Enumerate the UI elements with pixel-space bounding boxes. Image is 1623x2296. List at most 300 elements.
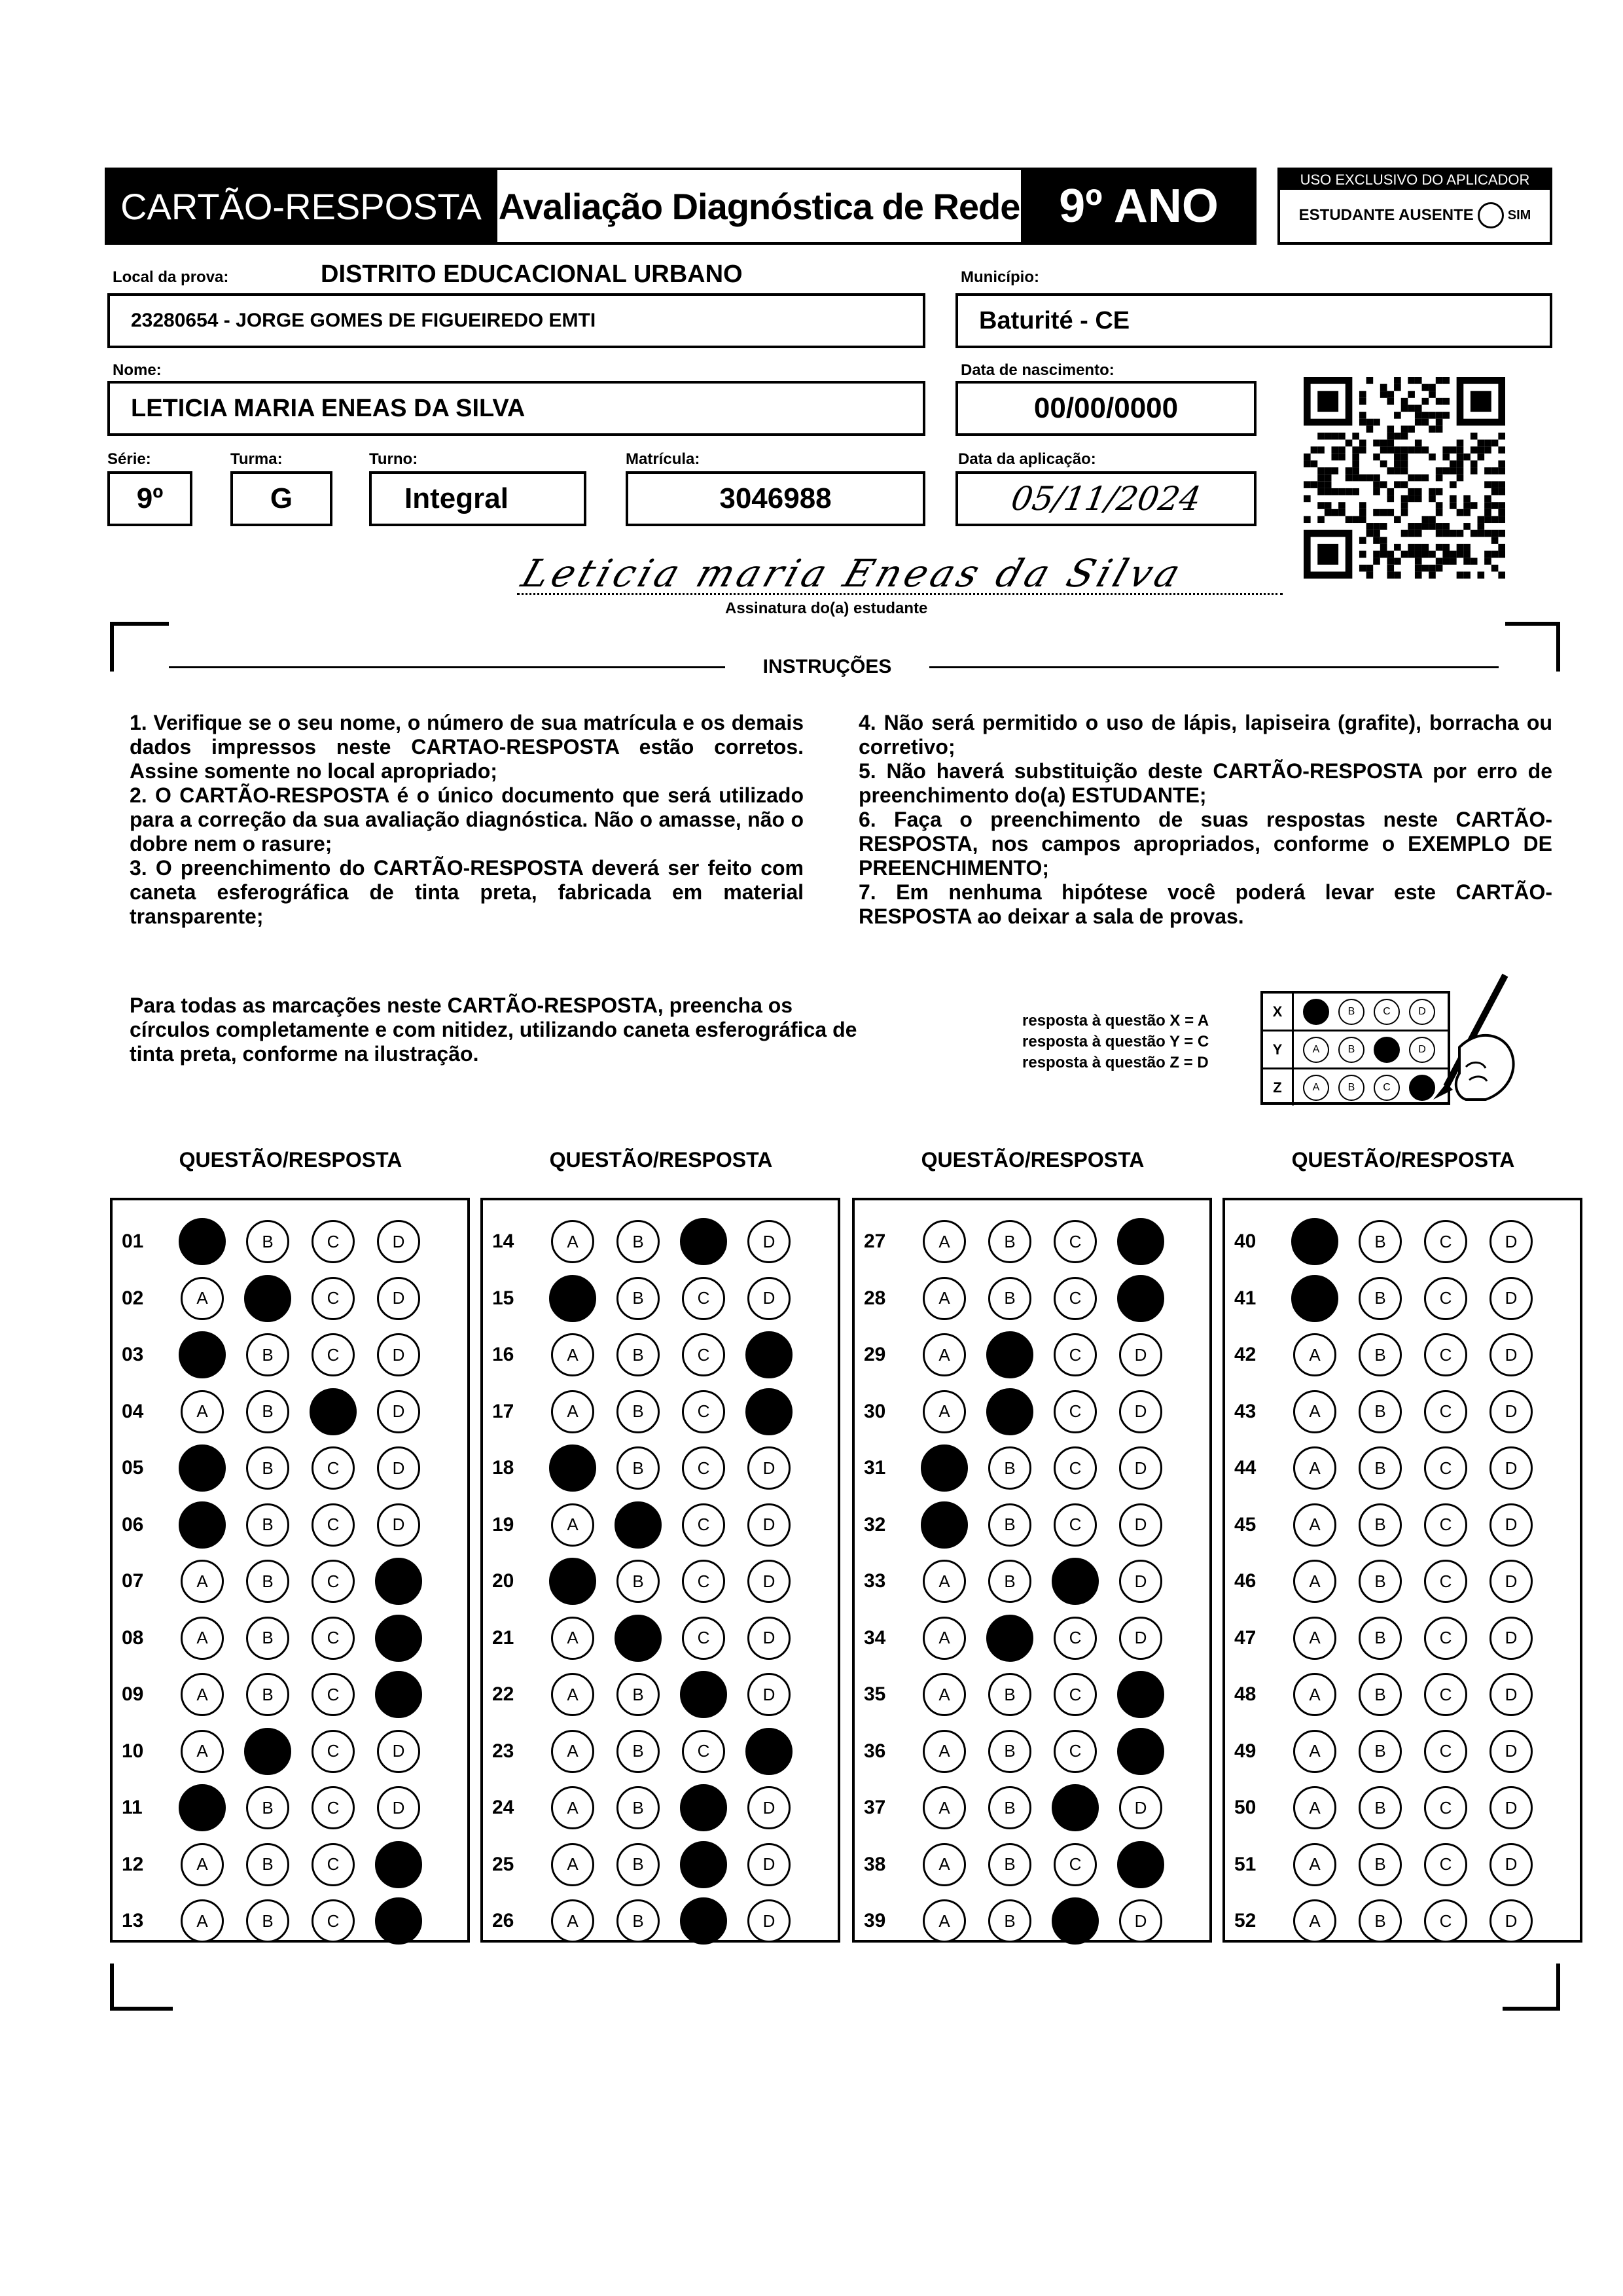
answer-bubble-a[interactable]: A — [181, 1617, 224, 1660]
answer-bubble-d[interactable]: D — [1489, 1390, 1533, 1433]
answer-bubble-a[interactable] — [179, 1331, 226, 1378]
answer-bubble-b[interactable]: B — [988, 1899, 1031, 1943]
answer-bubble-d[interactable] — [1117, 1671, 1164, 1718]
answer-bubble-c[interactable]: C — [312, 1446, 355, 1490]
answer-bubble-b[interactable]: B — [988, 1673, 1031, 1716]
answer-bubble-d[interactable]: D — [377, 1446, 420, 1490]
answer-bubble-b[interactable]: B — [1359, 1730, 1402, 1773]
answer-bubble-a[interactable]: A — [1293, 1786, 1336, 1829]
answer-bubble-a[interactable]: A — [1293, 1390, 1336, 1433]
question-number: 39 — [864, 1910, 886, 1931]
question-number: 47 — [1234, 1626, 1257, 1649]
answer-bubble-b[interactable]: B — [1359, 1899, 1402, 1943]
answer-bubble-d[interactable]: D — [1489, 1843, 1533, 1886]
answer-bubble-a[interactable]: A — [181, 1277, 224, 1320]
answer-bubble-c[interactable]: C — [1424, 1560, 1467, 1603]
answer-bubble-d[interactable]: D — [1489, 1277, 1533, 1320]
answer-bubble-c[interactable]: C — [1424, 1277, 1467, 1320]
question-number: 28 — [864, 1287, 886, 1309]
answer-panel — [480, 1198, 840, 1943]
answer-bubble-c[interactable]: C — [682, 1446, 725, 1490]
answer-bubble-d[interactable]: D — [1489, 1617, 1533, 1660]
applicator-box — [1277, 168, 1552, 245]
answer-bubble-b[interactable]: B — [246, 1333, 289, 1376]
answer-bubble-a[interactable]: A — [1293, 1333, 1336, 1376]
answer-bubble-c[interactable] — [1052, 1558, 1099, 1605]
answer-row — [855, 1837, 1209, 1893]
answer-bubble-a[interactable] — [179, 1218, 226, 1265]
answer-bubble-d[interactable]: D — [1489, 1503, 1533, 1547]
answer-bubble-b[interactable]: B — [988, 1560, 1031, 1603]
question-number: 03 — [122, 1344, 144, 1365]
answer-bubble-a[interactable]: A — [551, 1673, 594, 1716]
answer-bubble-b[interactable]: B — [1359, 1673, 1402, 1716]
question-number: 34 — [864, 1626, 886, 1649]
answer-row — [483, 1327, 838, 1383]
serie-value: 9º — [136, 482, 164, 514]
answer-row — [1225, 1553, 1580, 1609]
answer-bubble-d[interactable]: D — [1119, 1560, 1162, 1603]
answer-bubble-a[interactable]: A — [551, 1786, 594, 1829]
answer-bubble-b[interactable]: B — [1359, 1220, 1402, 1263]
question-number: 52 — [1234, 1910, 1257, 1931]
answer-bubble-a[interactable] — [921, 1501, 968, 1549]
question-number: 30 — [864, 1400, 886, 1422]
answer-bubble-b[interactable]: B — [1359, 1333, 1402, 1376]
answer-bubble-c[interactable]: C — [682, 1503, 725, 1547]
answer-bubble-a[interactable] — [179, 1501, 226, 1549]
answer-bubble-a[interactable]: A — [1293, 1730, 1336, 1773]
answer-bubble-d[interactable]: D — [377, 1333, 420, 1376]
answer-bubble-a[interactable] — [921, 1444, 968, 1492]
answer-row — [113, 1666, 467, 1723]
answer-bubble-b[interactable]: B — [616, 1786, 660, 1829]
answer-bubble-b[interactable]: B — [246, 1503, 289, 1547]
question-number: 06 — [122, 1513, 144, 1535]
answer-bubble-d[interactable] — [745, 1331, 793, 1378]
answer-row — [1225, 1893, 1580, 1949]
example-row-label: X — [1263, 994, 1294, 1030]
answer-bubble-a[interactable]: A — [551, 1503, 594, 1547]
answer-bubble-b[interactable]: B — [246, 1220, 289, 1263]
question-number: 02 — [122, 1287, 144, 1309]
answer-bubble-d[interactable]: D — [747, 1843, 791, 1886]
answer-bubble-c[interactable]: C — [682, 1617, 725, 1660]
answer-bubble-b[interactable]: B — [616, 1560, 660, 1603]
answer-bubble-a[interactable] — [179, 1444, 226, 1492]
answer-bubble-b[interactable]: B — [988, 1277, 1031, 1320]
answer-bubble-b[interactable] — [986, 1388, 1033, 1435]
answer-bubble-a[interactable]: A — [181, 1390, 224, 1433]
answer-bubble-c[interactable]: C — [1424, 1843, 1467, 1886]
turno-value: Integral — [404, 482, 508, 514]
answer-row — [113, 1837, 467, 1893]
answer-bubble-c[interactable] — [310, 1388, 357, 1435]
answer-bubble-c[interactable]: C — [1054, 1730, 1097, 1773]
question-number: 21 — [492, 1626, 514, 1649]
answer-bubble-a[interactable] — [549, 1444, 596, 1492]
answer-bubble-b[interactable]: B — [988, 1786, 1031, 1829]
instructions-left: 1. Verifique se o seu nome, o número de sua matrícula e os demais dados impressos neste CARTAO-RESPOSTA estão corretos. Assine somente no local apropriado; 2. O CARTÃO-RESPOSTA é o único documento que será utilizado para a correção da sua avaliação diagnóstica. Não o amasse, não o dobre nem o rasure; 3. O preenchimento do CARTÃO-RESPOSTA deverá ser feito com caneta esferográfica de tinta preta, fabricada em material transparente; — [130, 711, 804, 928]
answer-bubble-c[interactable]: C — [1424, 1333, 1467, 1376]
answer-bubble-c[interactable] — [1052, 1897, 1099, 1945]
answer-bubble-b[interactable]: B — [246, 1560, 289, 1603]
question-number: 31 — [864, 1457, 886, 1479]
answer-bubble-b[interactable]: B — [246, 1786, 289, 1829]
answer-bubble-a[interactable]: A — [923, 1673, 966, 1716]
question-number: 23 — [492, 1740, 514, 1762]
corner-bottom-right — [1503, 1964, 1560, 2011]
answer-bubble-c[interactable]: C — [1054, 1277, 1097, 1320]
answer-bubble-a[interactable]: A — [1293, 1843, 1336, 1886]
answer-bubble-d[interactable]: D — [1489, 1333, 1533, 1376]
question-number: 25 — [492, 1853, 514, 1875]
answer-bubble-a[interactable]: A — [1293, 1446, 1336, 1490]
answer-bubble-a[interactable]: A — [551, 1843, 594, 1886]
answer-bubble-b[interactable]: B — [1359, 1446, 1402, 1490]
answer-bubble-d[interactable]: D — [747, 1899, 791, 1943]
answer-bubble-d[interactable]: D — [747, 1503, 791, 1547]
question-number: 11 — [122, 1797, 143, 1818]
grade-badge: 9º ANO — [1021, 168, 1257, 245]
question-number: 24 — [492, 1797, 514, 1818]
answer-bubble-d[interactable]: D — [747, 1220, 791, 1263]
column-title: QUESTÃO/RESPOSTA — [549, 1148, 773, 1172]
answer-bubble-d[interactable]: D — [377, 1786, 420, 1829]
answer-bubble-c[interactable]: C — [1054, 1220, 1097, 1263]
answer-bubble-a[interactable]: A — [1293, 1899, 1336, 1943]
answer-bubble-c[interactable]: C — [312, 1277, 355, 1320]
answer-bubble-d[interactable]: D — [1489, 1673, 1533, 1716]
answer-bubble-d[interactable]: D — [1119, 1503, 1162, 1547]
answer-bubble-c[interactable] — [680, 1897, 727, 1945]
answer-bubble-a[interactable]: A — [923, 1220, 966, 1263]
answer-bubble-d[interactable]: D — [377, 1277, 420, 1320]
answer-bubble-b[interactable]: B — [1359, 1617, 1402, 1660]
answer-row — [113, 1610, 467, 1666]
question-number: 27 — [864, 1230, 886, 1252]
answer-row — [113, 1497, 467, 1553]
example-legend — [1022, 1011, 1209, 1073]
answer-bubble-d[interactable]: D — [747, 1560, 791, 1603]
answer-bubble-c[interactable]: C — [312, 1730, 355, 1773]
answer-bubble-b[interactable] — [615, 1501, 662, 1549]
question-number: 13 — [122, 1910, 144, 1931]
example-bubble-c: C — [1374, 1075, 1400, 1101]
answer-bubble-b[interactable]: B — [616, 1843, 660, 1886]
answer-bubble-a[interactable]: A — [923, 1843, 966, 1886]
answer-bubble-b[interactable] — [244, 1728, 291, 1775]
answer-bubble-b[interactable]: B — [988, 1446, 1031, 1490]
nascimento-label: Data de nascimento: — [961, 361, 1115, 379]
answer-row — [113, 1213, 467, 1270]
answer-bubble-a[interactable]: A — [923, 1617, 966, 1660]
answer-bubble-d[interactable] — [375, 1897, 422, 1945]
answer-bubble-a[interactable]: A — [181, 1899, 224, 1943]
answer-row — [483, 1270, 838, 1327]
answer-bubble-c[interactable]: C — [312, 1899, 355, 1943]
answer-bubble-b[interactable] — [244, 1275, 291, 1322]
answer-bubble-a[interactable]: A — [923, 1899, 966, 1943]
question-number: 08 — [122, 1626, 144, 1649]
answer-bubble-d[interactable]: D — [747, 1786, 791, 1829]
answer-bubble-b[interactable] — [986, 1331, 1033, 1378]
answer-bubble-c[interactable] — [680, 1841, 727, 1888]
answer-bubble-c[interactable]: C — [1424, 1446, 1467, 1490]
answer-bubble-b[interactable]: B — [988, 1220, 1031, 1263]
nome-field — [107, 381, 925, 436]
answer-bubble-d[interactable] — [745, 1388, 793, 1435]
corner-top-right — [1505, 622, 1560, 672]
answer-row — [855, 1384, 1209, 1440]
answer-bubble-d[interactable] — [375, 1671, 422, 1718]
question-number: 46 — [1234, 1570, 1257, 1592]
answer-bubble-d[interactable] — [1117, 1841, 1164, 1888]
example-bubble-b: B — [1338, 1037, 1364, 1063]
answer-bubble-d[interactable]: D — [1119, 1333, 1162, 1376]
answer-panel — [1222, 1198, 1582, 1943]
answer-row — [1225, 1327, 1580, 1383]
matricula-value: 3046988 — [719, 482, 832, 514]
answer-bubble-c[interactable]: C — [312, 1617, 355, 1660]
answer-row — [855, 1723, 1209, 1780]
answer-bubble-a[interactable]: A — [551, 1390, 594, 1433]
answer-bubble-a[interactable]: A — [1293, 1673, 1336, 1716]
answer-bubble-b[interactable]: B — [246, 1899, 289, 1943]
answer-bubble-b[interactable]: B — [1359, 1503, 1402, 1547]
example-bubble-b: B — [1338, 1075, 1364, 1101]
answer-row — [113, 1780, 467, 1836]
signature-label: Assinatura do(a) estudante — [725, 600, 928, 617]
answer-bubble-a[interactable]: A — [181, 1730, 224, 1773]
answer-bubble-c[interactable]: C — [312, 1843, 355, 1886]
answer-bubble-b[interactable]: B — [988, 1503, 1031, 1547]
answer-bubble-a[interactable]: A — [1293, 1560, 1336, 1603]
answer-bubble-a[interactable]: A — [923, 1560, 966, 1603]
answer-bubble-b[interactable]: B — [1359, 1560, 1402, 1603]
answer-bubble-c[interactable]: C — [312, 1560, 355, 1603]
answer-bubble-d[interactable]: D — [747, 1673, 791, 1716]
question-number: 16 — [492, 1344, 514, 1365]
answer-bubble-d[interactable]: D — [377, 1220, 420, 1263]
answer-bubble-b[interactable] — [615, 1615, 662, 1662]
answer-bubble-c[interactable]: C — [1424, 1390, 1467, 1433]
answer-bubble-d[interactable] — [1117, 1275, 1164, 1322]
answer-bubble-c[interactable]: C — [1424, 1786, 1467, 1829]
answer-bubble-b[interactable]: B — [246, 1673, 289, 1716]
instructions-rule-left — [169, 666, 725, 668]
answer-bubble-c[interactable]: C — [682, 1560, 725, 1603]
question-number: 04 — [122, 1400, 144, 1422]
answer-bubble-d[interactable]: D — [747, 1446, 791, 1490]
answer-bubble-d[interactable]: D — [377, 1390, 420, 1433]
answer-bubble-b[interactable]: B — [616, 1673, 660, 1716]
answer-bubble-d[interactable] — [1117, 1218, 1164, 1265]
answer-bubble-a[interactable]: A — [923, 1730, 966, 1773]
answer-bubble-d[interactable] — [745, 1728, 793, 1775]
answer-row — [483, 1384, 838, 1440]
question-number: 12 — [122, 1853, 144, 1875]
answer-bubble-a[interactable]: A — [1293, 1617, 1336, 1660]
answer-bubble-c[interactable] — [680, 1218, 727, 1265]
answer-bubble-d[interactable]: D — [377, 1730, 420, 1773]
serie-label: Série: — [107, 450, 151, 468]
answer-bubble-d[interactable]: D — [1119, 1617, 1162, 1660]
answer-bubble-b[interactable]: B — [616, 1899, 660, 1943]
answer-bubble-a[interactable]: A — [181, 1560, 224, 1603]
answer-bubble-a[interactable]: A — [923, 1333, 966, 1376]
answer-bubble-b[interactable]: B — [616, 1390, 660, 1433]
answer-bubble-c[interactable]: C — [1054, 1333, 1097, 1376]
answer-bubble-d[interactable] — [375, 1841, 422, 1888]
answer-bubble-c[interactable]: C — [312, 1786, 355, 1829]
nascimento-field — [955, 381, 1257, 436]
answer-bubble-b[interactable]: B — [246, 1617, 289, 1660]
answer-row — [855, 1440, 1209, 1496]
signature-line — [517, 593, 1283, 595]
answer-bubble-b[interactable] — [986, 1615, 1033, 1662]
answer-bubble-d[interactable]: D — [1489, 1730, 1533, 1773]
answer-row — [855, 1270, 1209, 1327]
answer-bubble-b[interactable]: B — [1359, 1277, 1402, 1320]
turno-label: Turno: — [369, 450, 418, 468]
answer-bubble-d[interactable]: D — [377, 1503, 420, 1547]
answer-bubble-c[interactable]: C — [312, 1333, 355, 1376]
answer-bubble-d[interactable]: D — [1489, 1560, 1533, 1603]
question-number: 41 — [1234, 1287, 1257, 1309]
answer-bubble-d[interactable]: D — [1489, 1899, 1533, 1943]
answer-bubble-c[interactable]: C — [1054, 1503, 1097, 1547]
answer-bubble-d[interactable]: D — [747, 1617, 791, 1660]
answer-bubble-d[interactable]: D — [1489, 1786, 1533, 1829]
answer-bubble-c[interactable]: C — [312, 1673, 355, 1716]
answer-bubble-a[interactable]: A — [923, 1277, 966, 1320]
question-number: 29 — [864, 1344, 886, 1365]
answer-bubble-b[interactable]: B — [616, 1446, 660, 1490]
answer-bubble-c[interactable]: C — [1054, 1843, 1097, 1886]
answer-bubble-b[interactable]: B — [246, 1843, 289, 1886]
answer-bubble-a[interactable] — [549, 1558, 596, 1605]
answer-bubble-d[interactable]: D — [1119, 1899, 1162, 1943]
question-number: 01 — [122, 1230, 144, 1252]
answer-bubble-b[interactable]: B — [1359, 1390, 1402, 1433]
answer-bubble-a[interactable]: A — [551, 1899, 594, 1943]
answer-bubble-d[interactable]: D — [1119, 1390, 1162, 1433]
answer-bubble-b[interactable]: B — [988, 1843, 1031, 1886]
answer-bubble-b[interactable]: B — [616, 1220, 660, 1263]
answer-bubble-d[interactable] — [375, 1558, 422, 1605]
question-number: 48 — [1234, 1683, 1257, 1705]
answer-bubble-d[interactable]: D — [1489, 1220, 1533, 1263]
answer-bubble-c[interactable]: C — [1054, 1673, 1097, 1716]
example-bubble-c: C — [1374, 999, 1400, 1025]
answer-bubble-a[interactable] — [179, 1784, 226, 1831]
answer-bubble-c[interactable]: C — [1424, 1503, 1467, 1547]
answer-bubble-a[interactable]: A — [551, 1617, 594, 1660]
answer-bubble-c[interactable]: C — [1054, 1617, 1097, 1660]
answer-bubble-a[interactable] — [549, 1275, 596, 1322]
answer-bubble-b[interactable]: B — [616, 1333, 660, 1376]
answer-bubble-b[interactable]: B — [616, 1730, 660, 1773]
answer-bubble-c[interactable]: C — [1424, 1730, 1467, 1773]
answer-bubble-a[interactable]: A — [551, 1730, 594, 1773]
example-legend-y: resposta à questão Y = C — [1022, 1033, 1209, 1050]
answer-bubble-b[interactable]: B — [1359, 1843, 1402, 1886]
answer-bubble-c[interactable]: C — [1424, 1617, 1467, 1660]
answer-row — [855, 1666, 1209, 1723]
answer-bubble-a[interactable]: A — [551, 1220, 594, 1263]
answer-row — [1225, 1497, 1580, 1553]
answer-row — [483, 1553, 838, 1609]
question-number: 26 — [492, 1910, 514, 1931]
answer-bubble-d[interactable] — [375, 1615, 422, 1662]
example-row-label: Y — [1263, 1031, 1294, 1067]
example-bubble-b: B — [1338, 999, 1364, 1025]
answer-bubble-a[interactable] — [1291, 1218, 1338, 1265]
answer-bubble-d[interactable]: D — [747, 1277, 791, 1320]
answer-bubble-d[interactable] — [1117, 1728, 1164, 1775]
answer-row — [483, 1440, 838, 1496]
answer-bubble-a[interactable]: A — [923, 1786, 966, 1829]
answer-bubble-b[interactable]: B — [246, 1390, 289, 1433]
answer-bubble-d[interactable]: D — [1119, 1786, 1162, 1829]
question-number: 32 — [864, 1513, 886, 1535]
answer-bubble-c[interactable]: C — [1054, 1446, 1097, 1490]
answer-bubble-d[interactable]: D — [1489, 1446, 1533, 1490]
answer-bubble-b[interactable]: B — [988, 1730, 1031, 1773]
question-number: 49 — [1234, 1740, 1257, 1762]
answer-panel — [110, 1198, 470, 1943]
answer-bubble-c[interactable]: C — [682, 1730, 725, 1773]
question-number: 35 — [864, 1683, 886, 1705]
answer-row — [483, 1723, 838, 1780]
answer-bubble-c[interactable] — [680, 1784, 727, 1831]
answer-row — [1225, 1440, 1580, 1496]
answer-bubble-c[interactable]: C — [312, 1503, 355, 1547]
answer-bubble-c[interactable]: C — [312, 1220, 355, 1263]
answer-bubble-a[interactable]: A — [1293, 1503, 1336, 1547]
answer-bubble-a[interactable]: A — [181, 1673, 224, 1716]
card-title: CARTÃO-RESPOSTA — [105, 168, 497, 245]
answer-bubble-b[interactable]: B — [1359, 1786, 1402, 1829]
question-number: 37 — [864, 1797, 886, 1818]
answer-bubble-c[interactable]: C — [1424, 1899, 1467, 1943]
answer-row — [1225, 1270, 1580, 1327]
answer-bubble-c[interactable]: C — [1054, 1390, 1097, 1433]
instructions-rule-right — [929, 666, 1499, 668]
question-number: 44 — [1234, 1457, 1257, 1479]
exam-title: Avaliação Diagnóstica de Rede — [497, 168, 1021, 245]
answer-bubble-d[interactable]: D — [1119, 1446, 1162, 1490]
answer-bubble-c[interactable] — [680, 1671, 727, 1718]
answer-bubble-a[interactable]: A — [181, 1843, 224, 1886]
answer-bubble-c[interactable]: C — [682, 1333, 725, 1376]
answer-bubble-b[interactable]: B — [246, 1446, 289, 1490]
absent-checkbox[interactable] — [1478, 202, 1504, 228]
question-number: 15 — [492, 1287, 514, 1309]
answer-bubble-c[interactable] — [1052, 1784, 1099, 1831]
answer-bubble-c[interactable]: C — [1424, 1673, 1467, 1716]
answer-bubble-a[interactable]: A — [551, 1333, 594, 1376]
answer-bubble-b[interactable]: B — [616, 1277, 660, 1320]
answer-bubble-c[interactable]: C — [1424, 1220, 1467, 1263]
answer-bubble-c[interactable]: C — [682, 1277, 725, 1320]
question-number: 51 — [1234, 1853, 1257, 1875]
aplicacao-value: 05/11/2024 — [1008, 480, 1204, 518]
answer-bubble-c[interactable]: C — [682, 1390, 725, 1433]
answer-bubble-a[interactable] — [1291, 1275, 1338, 1322]
answer-bubble-a[interactable]: A — [923, 1390, 966, 1433]
